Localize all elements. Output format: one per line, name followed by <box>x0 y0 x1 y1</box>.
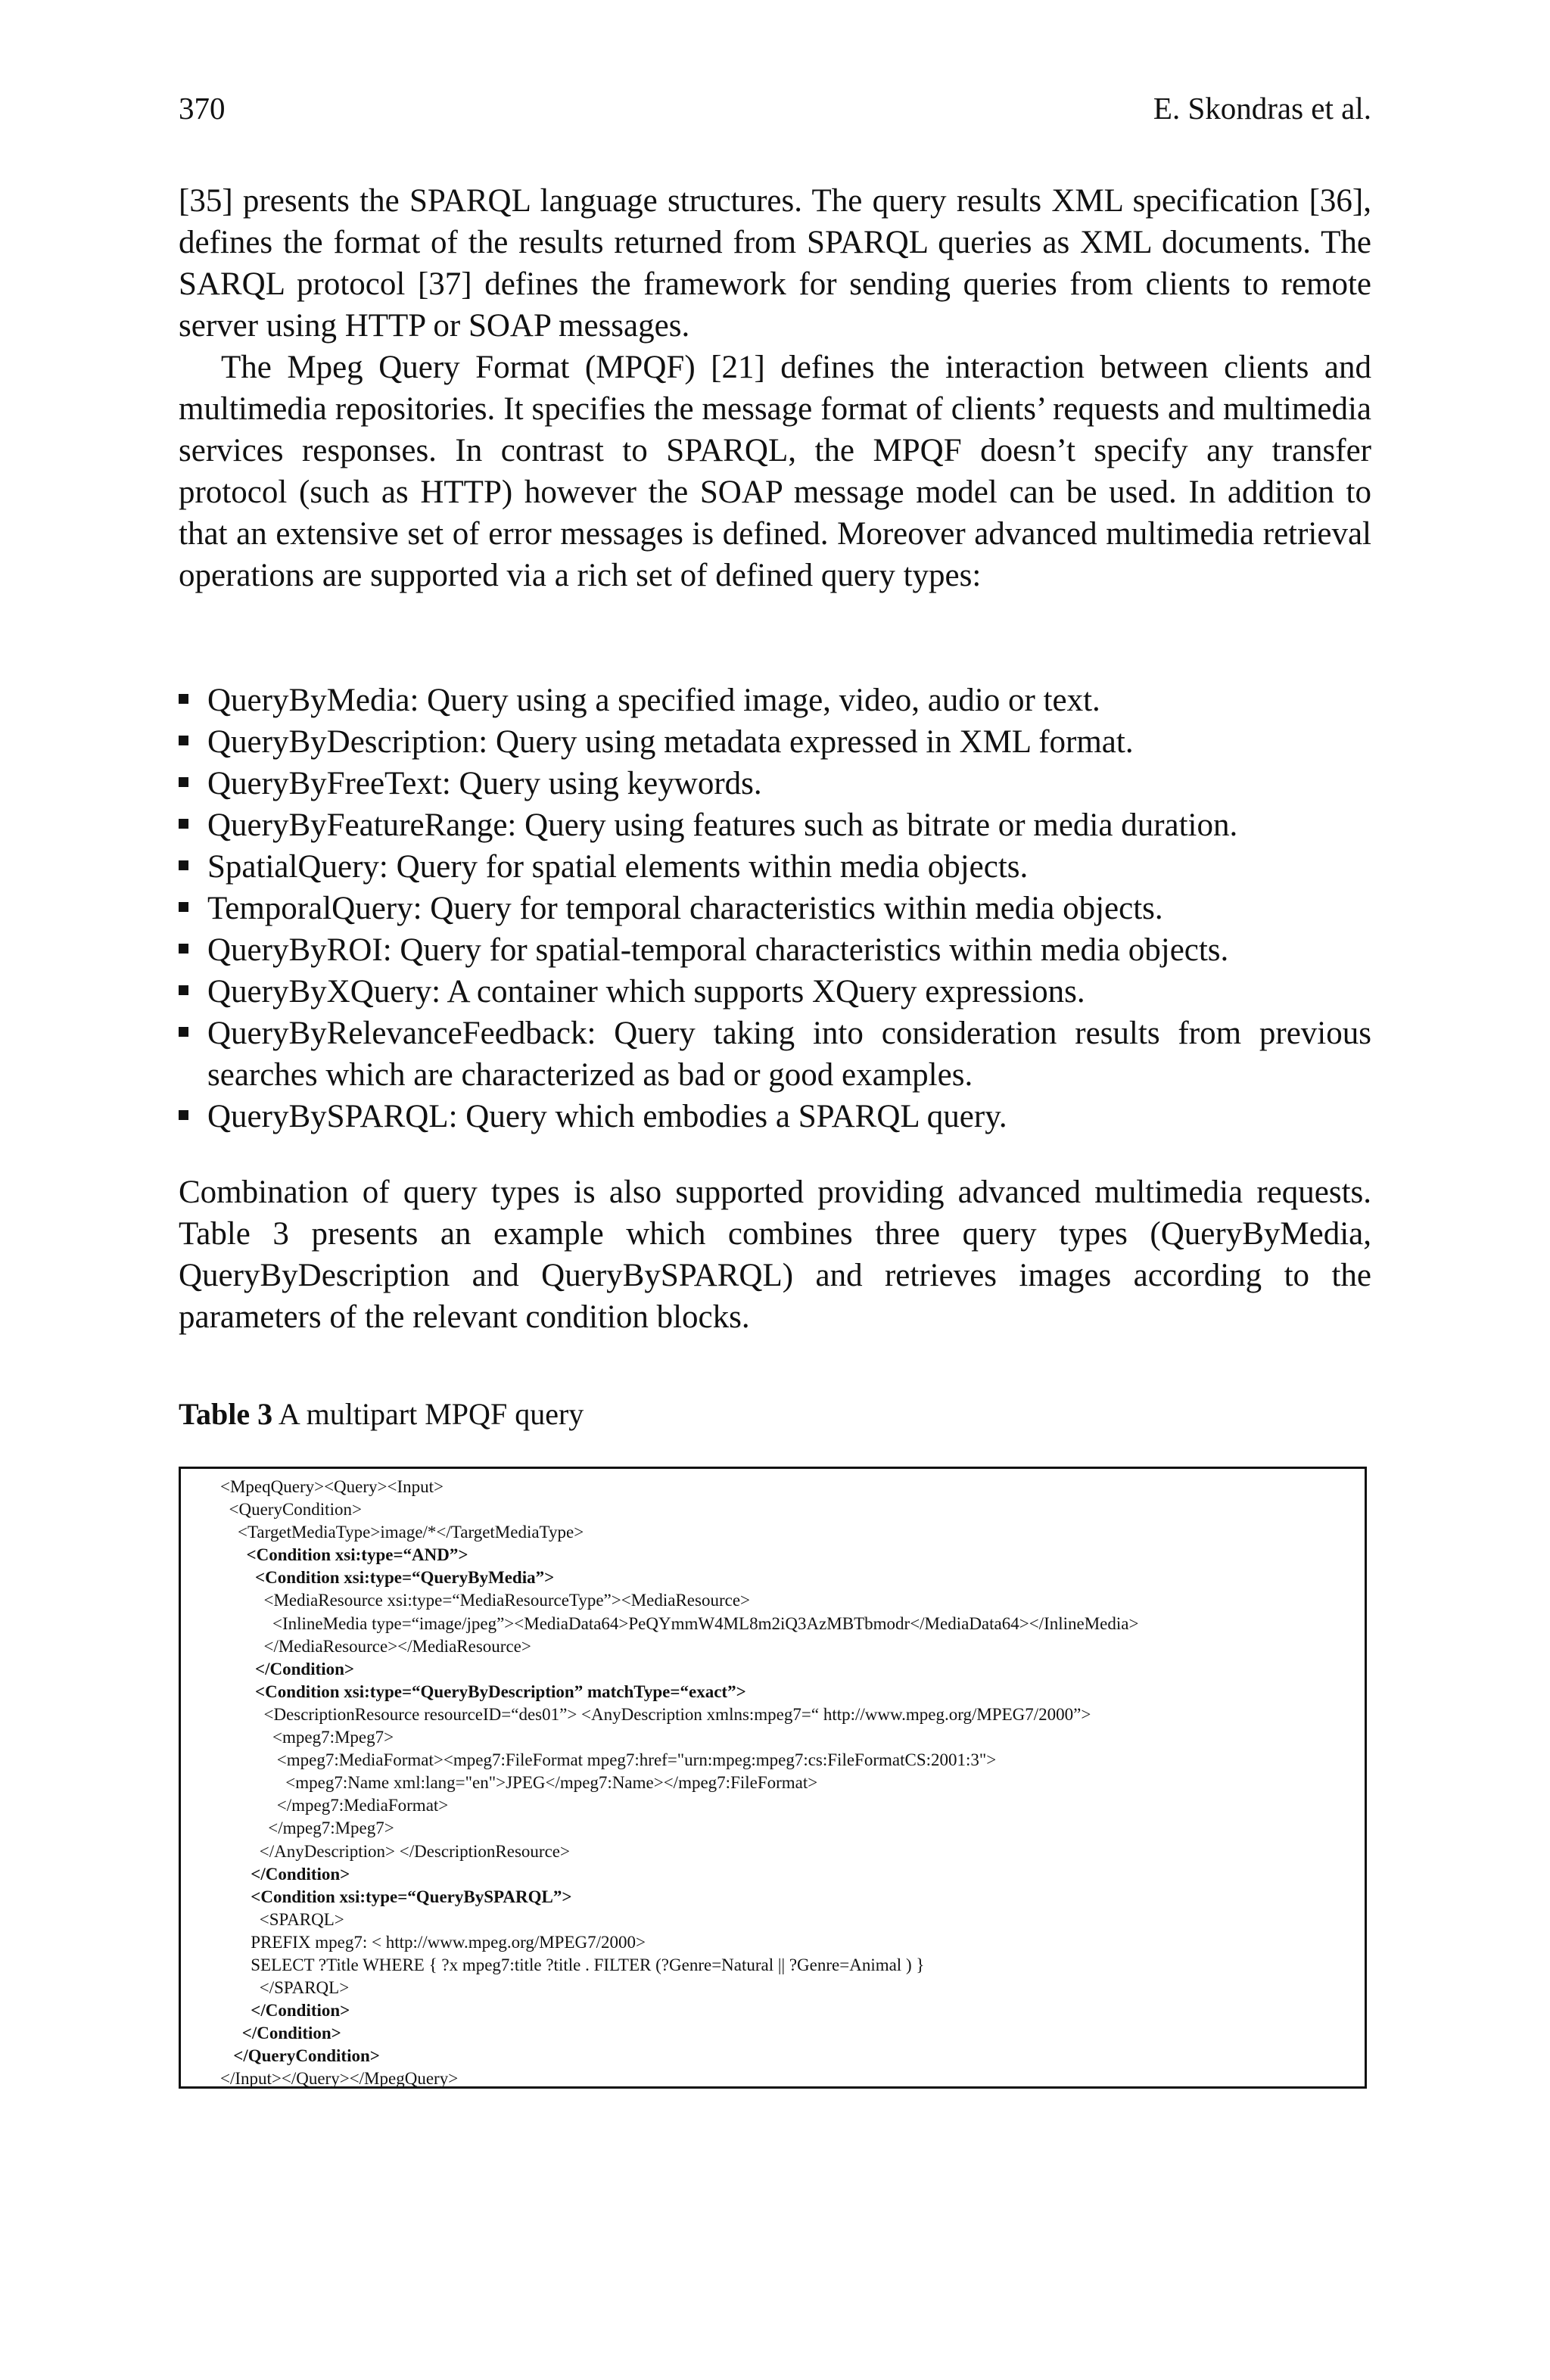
code-line: <DescriptionResource resourceID=“des01”> <AnyDescription xmlns:mpeg7=“ http://www.mpeg.org/MPEG7/2000”> <box>220 1704 1091 1724</box>
code-line: </Condition> <box>220 2024 341 2043</box>
running-head-authors: E. Skondras et al. <box>1153 91 1371 126</box>
code-line: <MpeqQuery><Query><Input> <box>220 1477 444 1496</box>
bullet-square-icon <box>179 777 188 787</box>
bullet-square-icon <box>179 694 188 704</box>
mpqf-query-table <box>179 1467 1367 2089</box>
code-line: SELECT ?Title WHERE { ?x mpeg7:title ?title . FILTER (?Genre=Natural || ?Genre=Animal ) } <box>220 1955 925 1974</box>
code-listing <box>220 1476 1138 2091</box>
code-line: <mpeg7:Mpeg7> <box>220 1728 394 1747</box>
bullet-square-icon <box>179 944 188 954</box>
list-item: QueryByMedia: Query using a specified image, video, audio or text. <box>179 680 1371 721</box>
bullet-square-icon <box>179 902 188 912</box>
code-line: </mpeg7:MediaFormat> <box>220 1796 449 1815</box>
code-line: <Condition xsi:type=“AND”> <box>220 1545 468 1565</box>
list-item: QueryByFreeText: Query using keywords. <box>179 763 1371 804</box>
code-line: <mpeg7:Name xml:lang="en">JPEG</mpeg7:Name></mpeg7:FileFormat> <box>220 1773 818 1793</box>
code-line: <TargetMediaType>image/*</TargetMediaType> <box>220 1523 584 1542</box>
bullet-square-icon <box>179 860 188 870</box>
table-title: A multipart MPQF query <box>278 1397 584 1431</box>
code-line: </MediaResource></MediaResource> <box>220 1636 531 1656</box>
list-item: TemporalQuery: Query for temporal characteristics within media objects. <box>179 888 1371 929</box>
code-line: <QueryCondition> <box>220 1500 362 1520</box>
list-item: QueryByDescription: Query using metadata expressed in XML format. <box>179 721 1371 763</box>
code-line: </SPARQL> <box>220 1978 350 1998</box>
list-item: QueryByXQuery: A container which supports XQuery expressions. <box>179 971 1371 1013</box>
bullet-square-icon <box>179 736 188 745</box>
code-line: PREFIX mpeg7: < http://www.mpeg.org/MPEG7/2000> <box>220 1932 646 1952</box>
paragraph-sparql: [35] presents the SPARQL language structures. The query results XML specification [36], defines the format of the results returned from SPARQL queries as XML documents. The SARQL protocol [37] defines the framework for sending queries from clients to remote server using HTTP or SOAP messages. <box>179 183 1371 344</box>
code-line: </Condition> <box>220 1864 350 1884</box>
page-number: 370 <box>179 91 226 126</box>
code-line: <SPARQL> <box>220 1909 344 1929</box>
code-line: </Condition> <box>220 1659 355 1678</box>
code-line: <Condition xsi:type=“QueryByDescription” matchType=“exact”> <box>220 1682 746 1701</box>
bullet-square-icon <box>179 819 188 829</box>
bullet-square-icon <box>179 1027 188 1037</box>
code-line: </Input></Query></MpegQuery> <box>220 2069 459 2089</box>
code-line: <MediaResource xsi:type=“MediaResourceType”><MediaResource> <box>220 1591 751 1610</box>
list-item: QueryByROI: Query for spatial-temporal characteristics within media objects. <box>179 929 1371 971</box>
paragraph-mpqf: The Mpeg Query Format (MPQF) [21] defines the interaction between clients and multimedia repositories. It specifies the message format of clients’ requests and multimedia services responses. In contrast to SPARQL, the MPQF doesn’t specify any transfer protocol (such as HTTP) however the SOAP message model can be used. In addition to that an extensive set of error messages is defined. Moreover advanced multimedia retrieval operations are supported via a rich set of defined query types: <box>179 350 1371 593</box>
table-caption <box>179 1395 584 1433</box>
list-item: SpatialQuery: Query for spatial elements within media objects. <box>179 846 1371 888</box>
code-line: </AnyDescription> </DescriptionResource> <box>220 1841 570 1861</box>
code-line: </mpeg7:Mpeg7> <box>220 1818 394 1838</box>
code-line: <Condition xsi:type=“QueryBySPARQL”> <box>220 1887 572 1906</box>
list-item: QueryByRelevanceFeedback: Query taking into consideration results from previous searches which are characterized as bad or good examples. <box>179 1013 1371 1096</box>
code-line: <Condition xsi:type=“QueryByMedia”> <box>220 1568 555 1588</box>
query-types-list <box>179 680 1371 1137</box>
code-line: <mpeg7:MediaFormat><mpeg7:FileFormat mpeg7:href="urn:mpeg:mpeg7:cs:FileFormatCS:2001:3"> <box>220 1750 997 1770</box>
running-header <box>179 89 1371 127</box>
code-line: </Condition> <box>220 2001 350 2021</box>
bullet-square-icon <box>179 985 188 995</box>
list-item: QueryBySPARQL: Query which embodies a SPARQL query. <box>179 1096 1371 1137</box>
table-label: Table 3 <box>179 1397 273 1431</box>
code-line: </QueryCondition> <box>220 2046 380 2066</box>
code-line: <InlineMedia type=“image/jpeg”><MediaData64>PeQYmmW4ML8m2iQ3AzMBTbmodr</MediaData64></InlineMedia> <box>220 1613 1139 1633</box>
bullet-square-icon <box>179 1110 188 1120</box>
paragraph-combination: Combination of query types is also supported providing advanced multimedia requests. Table 3 presents an example which combines three query types (QueryByMedia, QueryByDescription and QueryBySPARQL) and retrieves images according to the parameters of the relevant condition blocks. <box>179 1174 1371 1335</box>
list-item: QueryByFeatureRange: Query using features such as bitrate or media duration. <box>179 804 1371 846</box>
